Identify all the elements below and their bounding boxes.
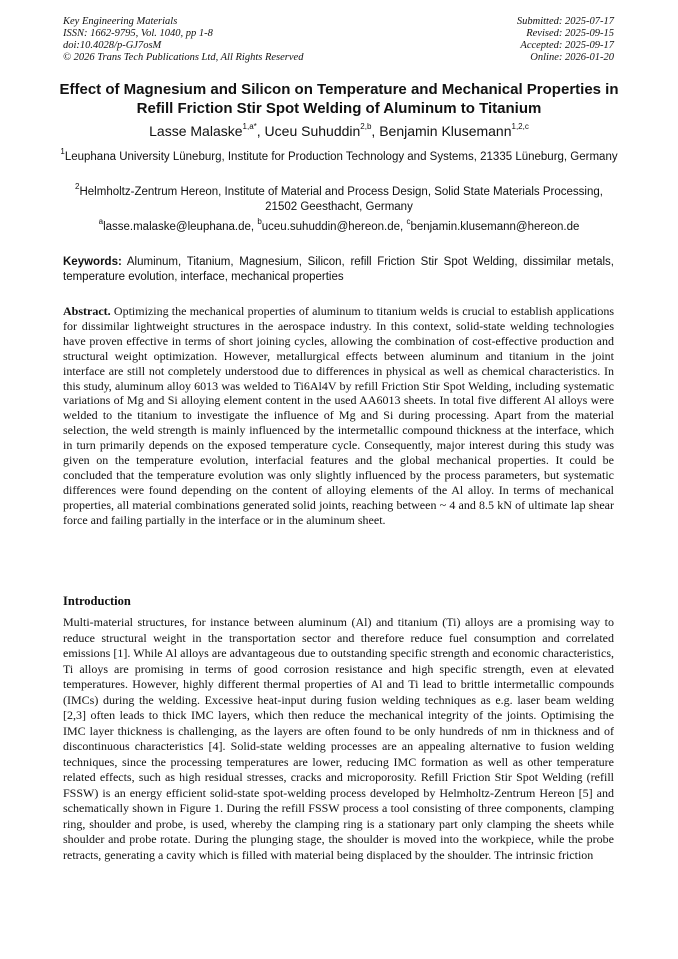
journal-issn: ISSN: 1662-9795, Vol. 1040, pp 1-8: [63, 28, 213, 39]
introduction-text: Multi-material structures, for instance between aluminum (Al) and titanium (Ti) alloys are a promising way to reduce structural weight in the transportation sector and therefore reduce fuel consumption and correlated emissions [1]. While Al alloys are advantageous due to outstanding specific strength and economic characteristics, Ti alloys are promising in terms of good corrosion resistance and high specific strength, even at elevated temperatures. However, highly different thermal properties of Al and Ti lead to brittle intermetallic compounds (IMCs) during the welding. Excessive heat-input during fusion welding techniques as e.g. laser beam welding [2,3] often leads to thick IMC layers, which then reduce the mechanical integrity of the joints. Optimising the IMC layer thickness is challenging, as the layers are often found to be only hundreds of nm in thickness and of discontinuous characteristics [4]. Solid-state welding processes are an appealing alternative to fusion welding techniques, since the processing temperatures are lower, reducing IMC formation as well as other temperature related effects, such as high residual stresses, cracks and microporosity. Refill Friction Stir Spot Welding (refill FSSW) is an energy efficient solid-state spot-welding process developed by Helmholtz-Zentrum Hereon [5] and schematically shown in Figure 1. During the refill FSSW process a tool consisting of three components, clamping ring, shoulder and probe, is used, whereby the clamping ring is a stationary part only clamping the sheets while shoulder and probe rotate. During the plunging stage, the shoulder is moved into the workpiece, while the probe retracts, generating a cavity which is filled with material being displaced by the shoulder. The intrinsic friction: [63, 615, 614, 862]
author-list: Lasse Malaske$^{1,a*}$, Uceu Suhuddin$^{2,b}$, Benjamin Klusemann$^{1,2,c}$: [149, 122, 529, 139]
paper-title: Effect of Magnesium and Silicon on Temperature and Mechanical Properties in Refill Friction Stir Spot Welding of Aluminum to Titanium: [59, 81, 619, 117]
journal-info: [63, 16, 303, 64]
date-online: Online: 2026-01-20: [530, 52, 614, 63]
author-affiliation-marker: 2,b: [360, 122, 372, 132]
journal-name: Key Engineering Materials: [63, 16, 178, 27]
date-revised: Revised: 2025-09-15: [526, 28, 614, 39]
author-affiliation-marker: 1,2,c: [511, 122, 529, 132]
journal-doi: doi:10.4028/p-GJ7osM: [63, 40, 162, 51]
submission-dates: [517, 16, 614, 64]
author-emails: $^a$lasse.malaske@leuphana.de, $^b$uceu.suhuddin@hereon.de, $^c$benjamin.klusemann@hereon.de: [98, 217, 580, 233]
keywords-text: Aluminum, Titanium, Magnesium, Silicon, refill Friction Stir Spot Welding, dissimilar metals, temperature evolution, interface, mechanical properties: [63, 256, 614, 283]
abstract-label: Abstract.: [63, 304, 111, 318]
author-name: Lasse Malaske: [149, 123, 243, 139]
date-accepted: Accepted: 2025-09-17: [520, 40, 614, 51]
affiliation: $^2$Helmholtz-Zentrum Hereon, Institute of Material and Process Design, Solid State Materials Processing, 21502 Geesthacht, Germany: [75, 182, 603, 213]
email-link[interactable]: uceu.suhuddin@hereon.de,: [261, 221, 407, 233]
author-name: Uceu Suhuddin: [264, 123, 361, 139]
journal-copyright: © 2026 Trans Tech Publications Ltd, All Rights Reserved: [63, 52, 304, 63]
keywords-label: Keywords:: [63, 256, 122, 268]
abstract-section: [63, 304, 614, 528]
email-link[interactable]: benjamin.klusemann@hereon.de: [410, 221, 580, 233]
email-link[interactable]: lasse.malaske@leuphana.de,: [103, 221, 258, 233]
author-name: Benjamin Klusemann: [379, 123, 512, 139]
abstract-text: Optimizing the mechanical properties of aluminum to titanium welds is crucial to establish applications for dissimilar lightweight structures in the aerospace industry. In this context, solid-state welding technologies have proven effective in terms of short joining cycles, allowing the combination of cost-effective production and structural weight optimization. However, metallurgical effects between aluminum and titanium in the joint interface are still not completely understood due to differences in physical as well as chemical characteristics. In this study, aluminum alloy 6013 was welded to Ti6Al4V by refill Friction Stir Spot Welding, including systematic variations of Mg and Si alloying element content in the used AA6013 sheets. In total five different Al alloys were welded to the titanium to investigate the influence of Mg and Si during processing. Apart from the material selection, the weld strength is mainly influenced by the intermetallic compound thickness at the interface, which in turn primarily depends on the exposed temperature cycle. Consequently, major interest during this study was given on the temperature evolution, interfacial features and the global mechanical properties. It could be concluded that the temperature evolution was only slightly influenced by the process parameters, but systematic differences were found depending on the content of alloying elements of the Al alloy. In terms of mechanical properties, all material combinations generated solid joints, reaching between ~ 4 and 8.5 kN of ultimate lap shear force and failing partially in the interface or in the aluminum sheet.: [63, 304, 614, 527]
date-submitted: Submitted: 2025-07-17: [516, 16, 614, 27]
section-heading: Introduction: [63, 594, 131, 608]
author-affiliation-marker: 1,a*: [242, 122, 257, 132]
keywords-section: [63, 255, 614, 285]
affiliation: $^1$Leuphana University Lüneburg, Institute for Production Technology and Systems, 21335 Lüneburg, Germany: [60, 147, 618, 163]
